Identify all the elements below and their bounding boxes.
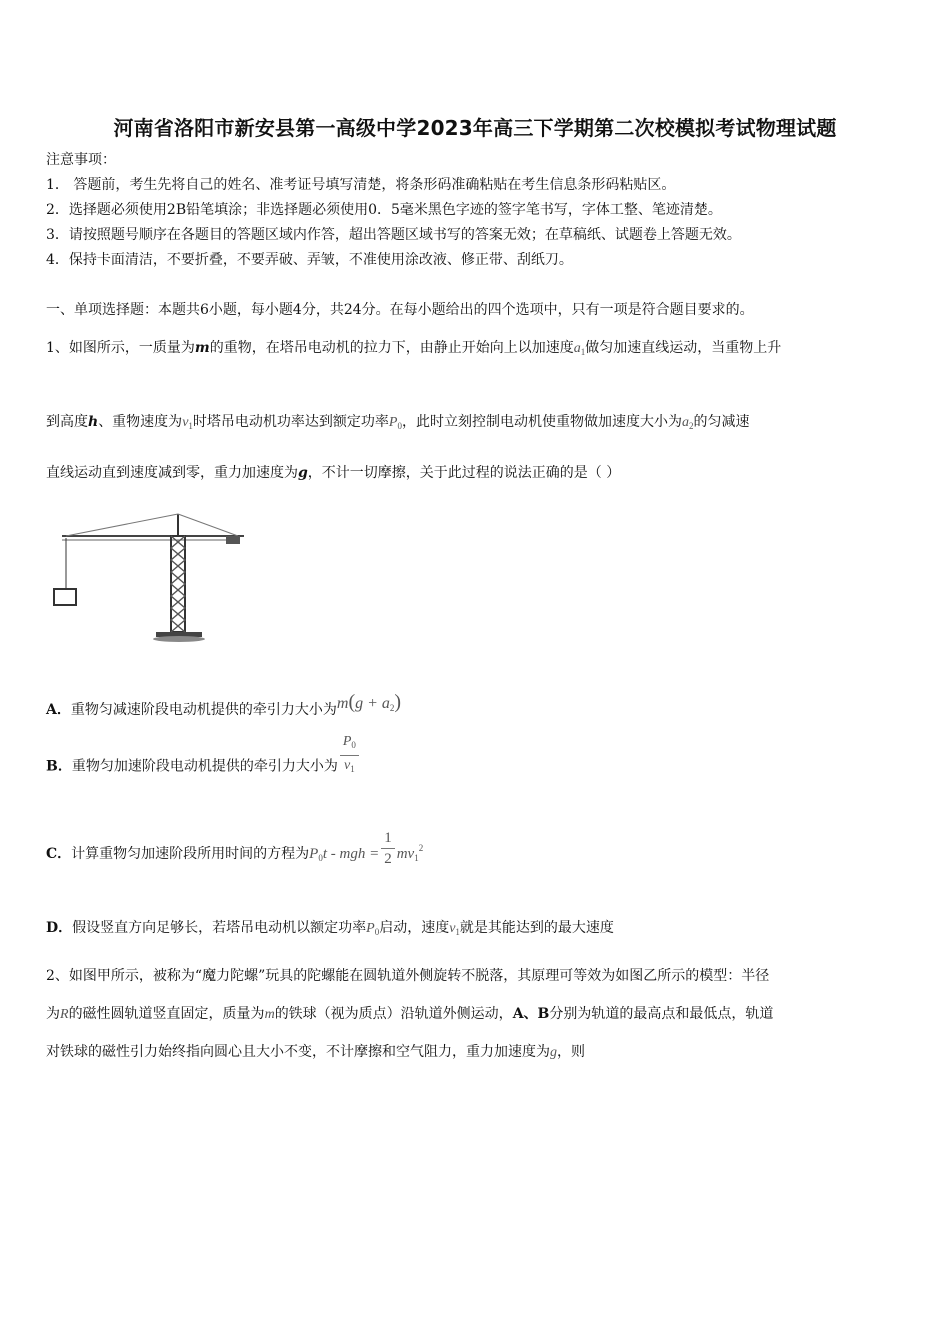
- notice-item-3: 3．请按照题号顺序在各题目的答题区域内作答，超出答题区域书写的答案无效；在草稿纸、试题卷上答题无效。: [46, 227, 741, 243]
- points-ab: A、B: [512, 1006, 550, 1022]
- q1-option-a[interactable]: A．重物匀减速阶段电动机提供的牵引力大小为$m(g + a_2)$: [46, 691, 402, 718]
- notice-item-4: 4．保持卡面清洁，不要折叠，不要弄破、弄皱，不准使用涂改液、修正带、刮纸刀。: [46, 252, 573, 268]
- q1-line-1: [46, 338, 781, 362]
- var-g: g: [298, 465, 308, 481]
- var-m: m: [264, 1007, 275, 1022]
- q1-line-3: 直线运动直到速度减到零，重力加速度为g，不计一切摩擦，关于此过程的说法正确的是（ ）: [46, 465, 621, 481]
- notice-item-2: 2．选择题必须使用2B铅笔填涂；非选择题必须使用0．5毫米黑色字迹的签字笔书写，字体工整、笔迹清楚。: [46, 202, 722, 218]
- q1-option-b[interactable]: B．重物匀加速阶段电动机提供的牵引力大小为 $\frac{P_0}{v_1}$: [46, 754, 361, 779]
- q1-text: 1、如图所示，一质量为: [46, 340, 195, 356]
- q1-text: 做匀加速直线运动，当重物上升: [585, 340, 782, 356]
- var-v1: $v_1$: [449, 921, 460, 937]
- notice-item-1: 1． 答题前，考生先将自己的姓名、准考证号填写清楚，将条形码准确粘贴在考生信息条形码粘贴区。: [46, 177, 676, 193]
- q2-line-1: 2、如图甲所示，被称为“魔力陀螺”玩具的陀螺能在圆轨道外侧旋转不脱落，其原理可等效为如图乙所示的模型：半径: [46, 968, 770, 984]
- q1-option-d[interactable]: D．假设竖直方向足够长，若塔吊电动机以额定功率$P_0$启动，速度$v_1$就是其能达到的最大速度: [46, 920, 614, 937]
- var-h: h: [88, 414, 99, 430]
- q2-line-3: 对铁球的磁性引力始终指向圆心且大小不变，不计摩擦和空气阻力，重力加速度为g，则: [46, 1044, 585, 1060]
- var-v1: $v_1$: [182, 415, 193, 431]
- var-m: m: [194, 340, 210, 356]
- var-a2: $a_2$: [681, 415, 694, 431]
- formula-c: $P_0t$ - mgh = $\frac{1}{2}$ $mv_1^2$: [309, 830, 424, 868]
- formula-a: $m(g + a_2)$: [336, 691, 402, 713]
- page-title: 河南省洛阳市新安县第一高级中学2023年高三下学期第二次校模拟考试物理试题: [113, 116, 837, 140]
- var-a1: $a_1$: [573, 341, 586, 357]
- var-g: g: [550, 1045, 557, 1060]
- var-P0: $P_0$: [366, 921, 380, 937]
- var-R: R: [60, 1007, 69, 1022]
- var-P0: $P_0$: [388, 415, 402, 431]
- q2-line-2: 为R的磁性圆轨道竖直固定，质量为m的铁球（视为质点）沿轨道外侧运动，A、B分别为轨道的最高点和最低点，轨道: [46, 1006, 774, 1022]
- q1-line-2: 到高度h、重物速度为$v_1$时塔吊电动机功率达到额定功率$P_0$，此时立刻控制电动机使重物做加速度大小为$a_2$的匀减速: [46, 414, 750, 431]
- notice-heading: 注意事项：: [46, 152, 116, 168]
- formula-b: $\frac{P_0}{v_1}$: [340, 732, 359, 779]
- q1-option-c[interactable]: C．计算重物匀加速阶段所用时间的方程为$P_0t$ - mgh = $\frac{1}{2}$ $mv_1^2$: [46, 830, 424, 868]
- q1-text: 的重物，在塔吊电动机的拉力下，由静止开始向上以加速度: [209, 340, 574, 356]
- tower-crane-figure: [48, 510, 248, 645]
- section-heading: 一、单项选择题：本题共6小题，每小题4分，共24分。在每小题给出的四个选项中，只有一项是符合题目要求的。: [46, 302, 754, 318]
